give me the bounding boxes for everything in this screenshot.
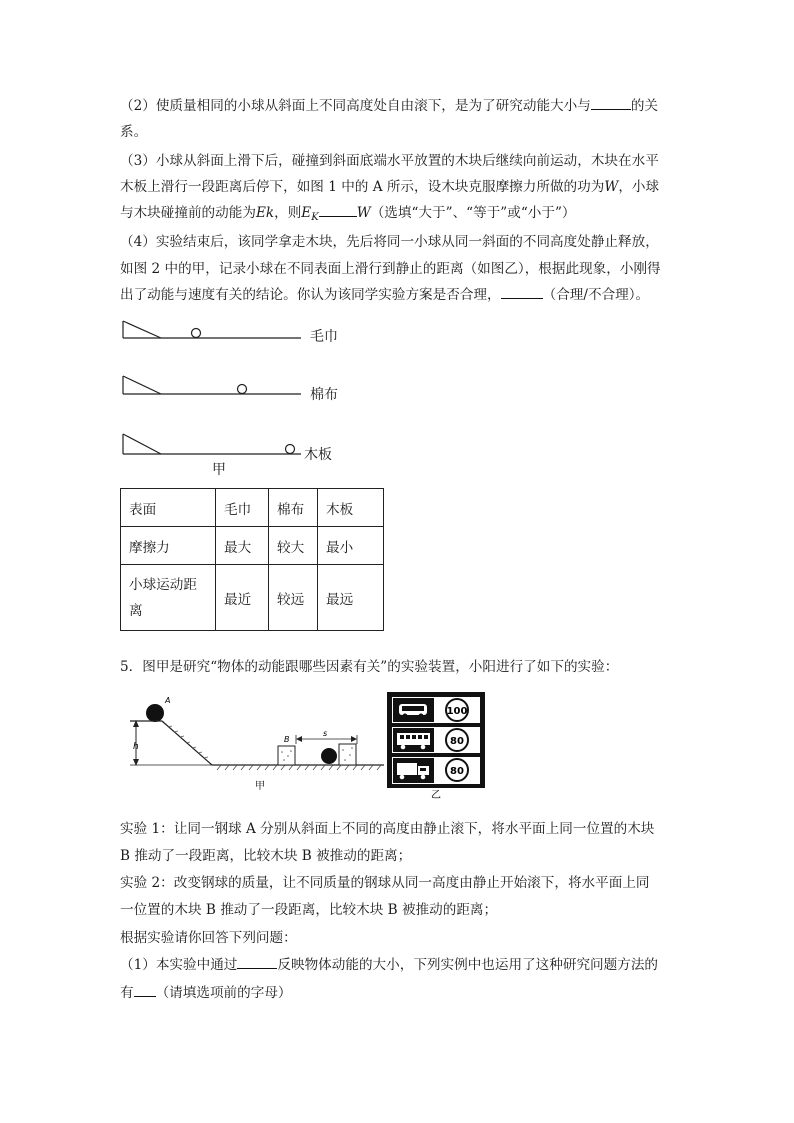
table-cell: 棉布	[269, 489, 318, 527]
q5-ask: 根据实验请你回答下列问题：	[120, 930, 297, 946]
caption-yi: 乙	[431, 790, 441, 800]
table-cell: 表面	[121, 489, 216, 527]
ramp1-slope	[123, 321, 161, 338]
block-b-moved	[339, 744, 356, 765]
label-cotton: 棉布	[310, 387, 338, 403]
table-cell: 较远	[269, 565, 318, 631]
table-row	[121, 489, 384, 527]
answer-blank-1[interactable]	[591, 95, 631, 110]
q4-part2-tail: 的关	[630, 98, 659, 114]
table-row	[121, 565, 384, 631]
q4-part4-line1: （4）实验结束后，该同学拿走木块，先后将同一小球从同一斜面的不同高度处静止释放，	[120, 234, 659, 250]
figure-yi-speed-signs	[384, 690, 490, 800]
exp2-line1: 实验 2：改变钢球的质量，让不同质量的钢球从同一高度由静止开始滚下，将水平面上同	[120, 875, 650, 891]
table-cell: 木板	[318, 489, 384, 527]
label-b: B	[284, 735, 290, 744]
speed-1: 100	[446, 706, 468, 717]
q4-part3-text-b: 与木块碰撞前的动能为	[120, 205, 256, 221]
q4-part3-tail: ，小球	[618, 179, 660, 195]
answer-blank-2[interactable]	[319, 202, 357, 217]
table-cell: 最小	[318, 527, 384, 565]
label-a: A	[165, 696, 171, 705]
caption-jia: 甲	[212, 462, 226, 478]
exp1-line1: 实验 1：让同一钢球 A 分别从斜面上不同的高度由静止滚下，将水平面上同一位置的木块	[120, 821, 655, 837]
label-wood: 木板	[304, 447, 332, 463]
ramp3-ball	[286, 445, 295, 454]
block-b-original	[278, 746, 295, 765]
q4-part3-line1: （3）小球从斜面上滑下后，碰撞到斜面底端水平放置的木块后继续向前运动，木块在水平	[120, 153, 659, 169]
answer-blank-5[interactable]	[134, 982, 156, 997]
table-cell: 摩擦力	[121, 527, 216, 565]
var-w: W	[604, 179, 619, 195]
table-cell: 最远	[318, 565, 384, 631]
q4-part4-tail: （合理/不合理）。	[542, 287, 650, 303]
speed-3: 80	[450, 766, 464, 777]
var-e: E	[301, 205, 312, 221]
ramp2-slope	[123, 376, 161, 394]
q5-sub1-line1	[120, 952, 680, 978]
ramp1-ball	[192, 329, 201, 338]
ball-a	[146, 704, 164, 722]
q5-sub1-text: （1）本实验中通过	[120, 957, 238, 973]
ramp3-slope	[123, 434, 161, 454]
var-w-2: W	[356, 205, 371, 221]
q4-part3-options: （选填“大于”、“等于”或“小于”）	[370, 205, 576, 221]
table-row	[121, 527, 384, 565]
q4-part4-line2: 如图 2 中的甲，记录小球在不同表面上滑行到静止的距离（如图乙），根据此现象，小刚得	[120, 261, 661, 277]
label-towel: 毛巾	[310, 329, 338, 345]
ramp2-ball	[238, 385, 247, 394]
label-h: h	[133, 742, 139, 752]
table-cell: 最近	[216, 565, 269, 631]
q5-sub1-you: 有	[120, 985, 134, 1001]
friction-table	[120, 488, 384, 631]
table-cell: 小球运动距离	[121, 565, 216, 631]
table-cell: 最大	[216, 527, 269, 565]
q4-part2-text: （2）使质量相同的小球从斜面上不同高度处自由滚下，是为了研究动能大小与	[120, 98, 591, 114]
ball-on-ground	[321, 748, 337, 764]
exp1-line2: B 推动了一段距离，比较木块 B 被推动的距离；	[120, 848, 412, 864]
exp2-line2: 一位置的木块 B 推动了一段距离，比较木块 B 被推动的距离；	[120, 902, 498, 918]
table-cell: 较大	[269, 527, 318, 565]
figure-q5-incline	[122, 686, 386, 798]
table-cell: 毛巾	[216, 489, 269, 527]
q4-part3-line3	[120, 200, 680, 231]
q4-part4-text: 出了动能与速度有关的结论。你认为该同学实验方案是否合理，	[120, 287, 501, 303]
answer-blank-3[interactable]	[501, 284, 543, 299]
var-ek: Ek	[255, 205, 275, 221]
q4-part3-line2	[120, 174, 680, 200]
answer-blank-4[interactable]	[237, 954, 277, 969]
q4-part3-then: ，则	[274, 205, 302, 221]
speed-2: 80	[450, 736, 464, 747]
var-k-subscript: K	[311, 212, 319, 223]
q4-part2-line2: 系。	[120, 124, 148, 140]
caption-q5-jia: 甲	[255, 781, 265, 792]
q5-sub1-line2	[120, 980, 680, 1006]
truck-icon	[397, 763, 417, 775]
q4-part2-line1	[120, 93, 680, 119]
q5-intro: 5．图甲是研究“物体的动能跟哪些因素有关”的实验装置，小阳进行了如下的实验：	[120, 659, 619, 675]
q5-sub1-hint: （请填选项前的字母）	[155, 985, 292, 1001]
q5-sub1-rest: 反映物体动能的大小，下列实例中也运用了这种研究问题方法的	[277, 957, 659, 973]
q4-part3-text: 木板上滑行一段距离后停下，如图 1 中的 A 所示，设木块克服摩擦力所做的功为	[120, 179, 605, 195]
q4-part4-line3	[120, 282, 680, 308]
label-s: s	[323, 729, 328, 738]
